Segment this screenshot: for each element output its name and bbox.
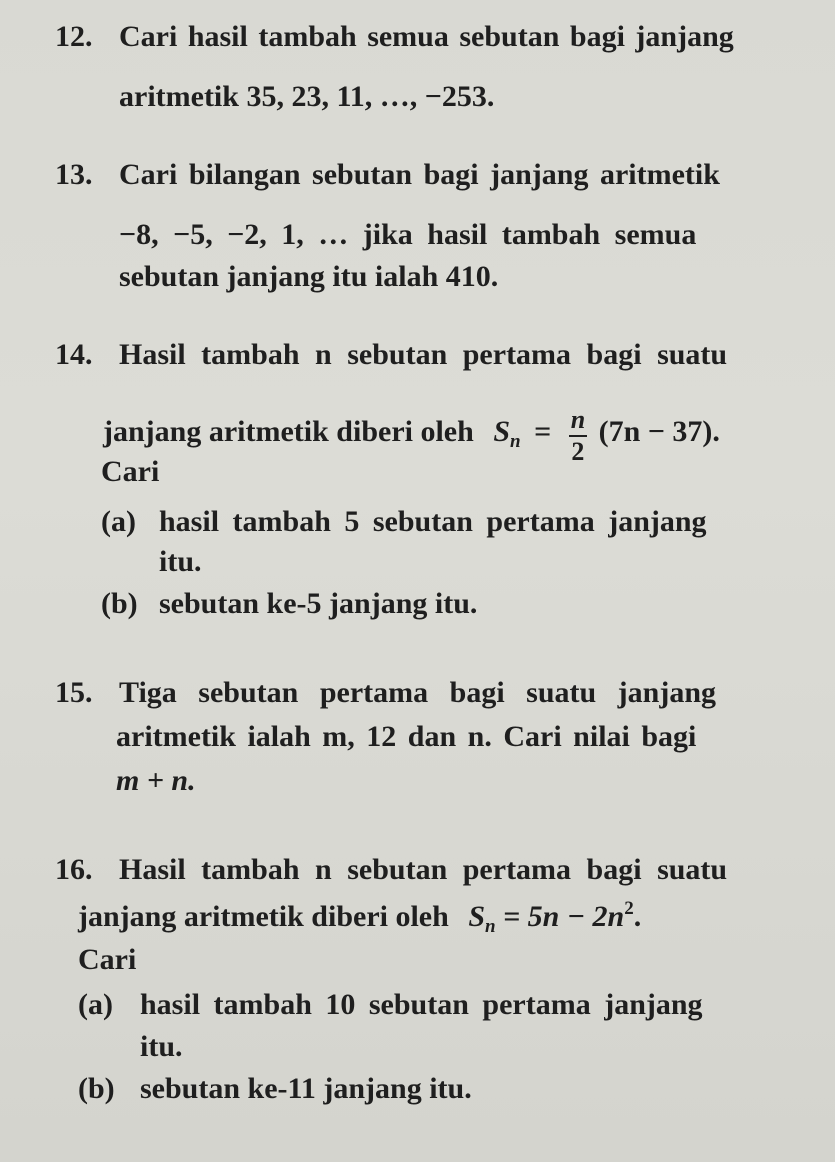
question-text-line: m + n. — [116, 764, 196, 797]
formula-end: . — [633, 900, 642, 933]
question-number: 12. — [55, 20, 93, 53]
part-label: (b) — [78, 1072, 115, 1105]
fraction-denominator: 2 — [571, 437, 585, 466]
formula-sn: $S_n$ — [468, 900, 496, 937]
question-text-line: Hasil tambah n sebutan pertama bagi suatu — [119, 853, 728, 886]
cari-label: Cari — [78, 943, 137, 976]
fraction-numerator: n — [569, 407, 587, 437]
question-number: 16. — [55, 853, 93, 886]
part-text-line: sebutan ke-11 janjang itu. — [140, 1072, 472, 1105]
question-number: 15. — [55, 676, 93, 709]
part-text-line: sebutan ke-5 janjang itu. — [159, 587, 478, 620]
formula-rest: = 5n − 2n — [495, 900, 625, 933]
formula-exponent: 2 — [624, 898, 634, 919]
formula-intro: janjang aritmetik diberi oleh — [78, 900, 449, 933]
question-text-line — [103, 405, 720, 466]
question-text-line: aritmetik ialah m, 12 dan n. Cari nilai bagi — [116, 720, 697, 753]
part-text-line: hasil tambah 10 sebutan pertama janjang — [140, 988, 703, 1021]
part-text-line: itu. — [140, 1030, 183, 1063]
question-text-line — [78, 898, 641, 938]
question-text-line: Hasil tambah n sebutan pertama bagi suatu — [119, 338, 728, 371]
question-text-line: Cari hasil tambah semua sebutan bagi janjang — [119, 20, 734, 53]
cari-label: Cari — [101, 455, 160, 488]
formula-fraction — [569, 407, 587, 465]
question-text-line: −8, −5, −2, 1, … jika hasil tambah semua — [119, 218, 697, 251]
part-text-line: itu. — [159, 545, 202, 578]
part-label: (b) — [101, 587, 138, 620]
part-label: (a) — [78, 988, 113, 1021]
question-number: 14. — [55, 338, 93, 371]
question-text-line: aritmetik 35, 23, 11, …, −253. — [119, 80, 495, 113]
question-number: 13. — [55, 158, 93, 191]
formula-intro: janjang aritmetik diberi oleh — [103, 414, 474, 448]
part-text-line: hasil tambah 5 sebutan pertama janjang — [159, 505, 707, 538]
part-label: (a) — [101, 505, 136, 538]
formula-rest: (7n − 37). — [598, 414, 720, 448]
formula-equals: = — [534, 414, 552, 448]
question-text-line: Cari bilangan sebutan bagi janjang aritmetik — [119, 158, 720, 191]
formula-sn: $S_n$ — [493, 414, 521, 452]
question-text-line: Tiga sebutan pertama bagi suatu janjang — [119, 676, 717, 709]
question-text-line: sebutan janjang itu ialah 410. — [119, 260, 499, 293]
